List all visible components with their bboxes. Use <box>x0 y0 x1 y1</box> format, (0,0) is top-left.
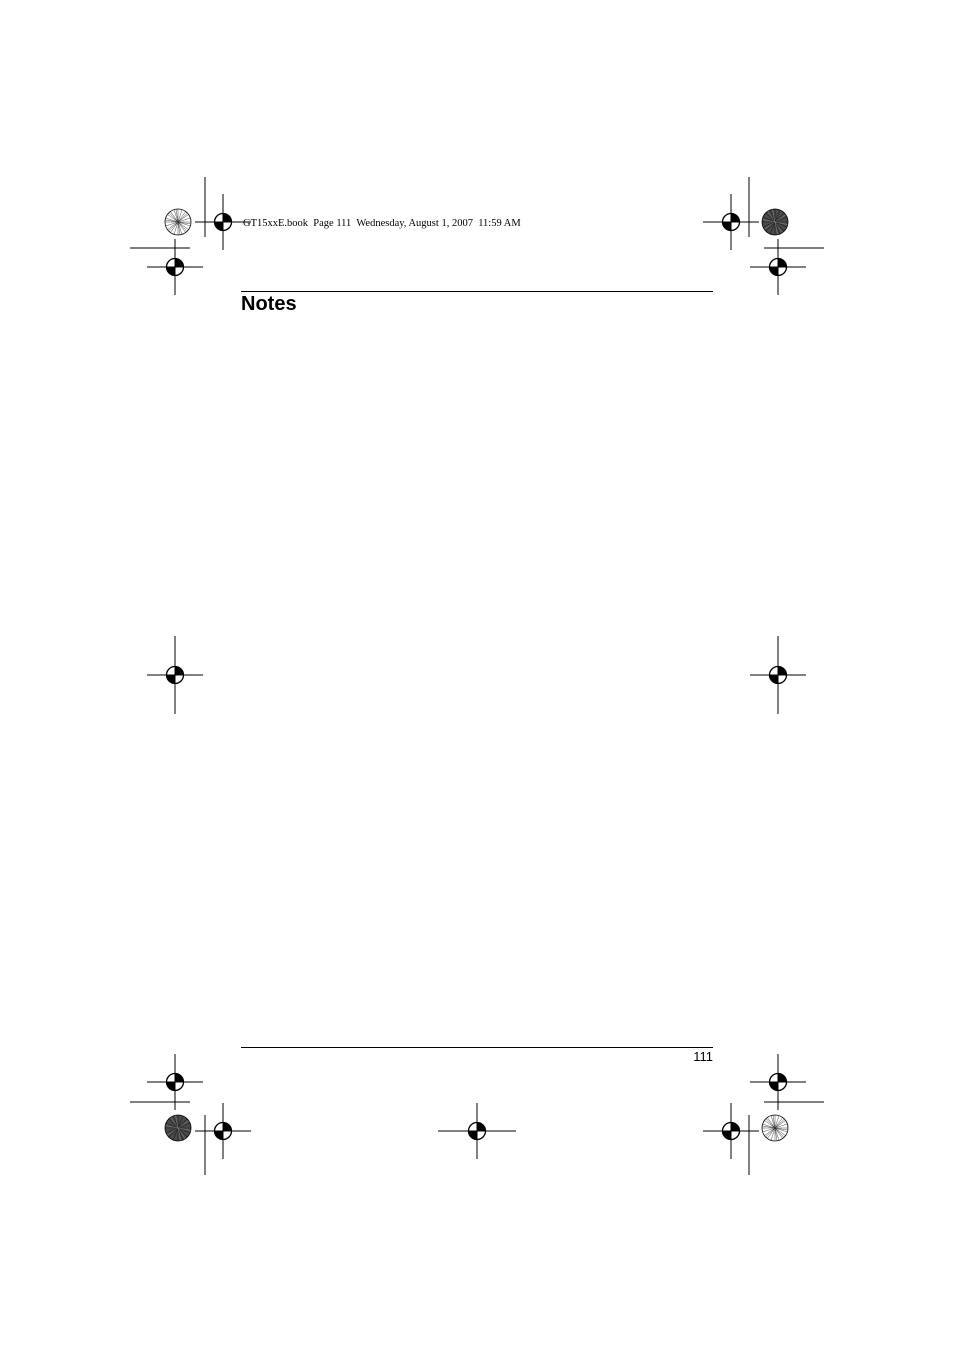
footer-rule <box>241 1047 713 1048</box>
page-number: 111 <box>693 1049 713 1064</box>
page-title: Notes <box>241 293 297 315</box>
color-target-top-right-icon <box>762 209 788 235</box>
color-target-top-left-icon <box>165 209 191 235</box>
registration-mark-bottom-left-icon <box>195 1103 251 1159</box>
registration-mark-top-right-icon <box>703 194 759 250</box>
registration-mark-right-top-icon <box>750 239 806 295</box>
print-slug-line: GT15xxE.book Page 111 Wednesday, August 1, 2007 11:59 AM <box>243 218 521 229</box>
header-rule <box>241 291 713 292</box>
color-target-bottom-left-icon <box>165 1115 191 1141</box>
registration-mark-left-top-icon <box>147 239 203 295</box>
registration-mark-bottom-right-icon <box>703 1103 759 1159</box>
color-target-bottom-right-icon <box>762 1115 788 1141</box>
